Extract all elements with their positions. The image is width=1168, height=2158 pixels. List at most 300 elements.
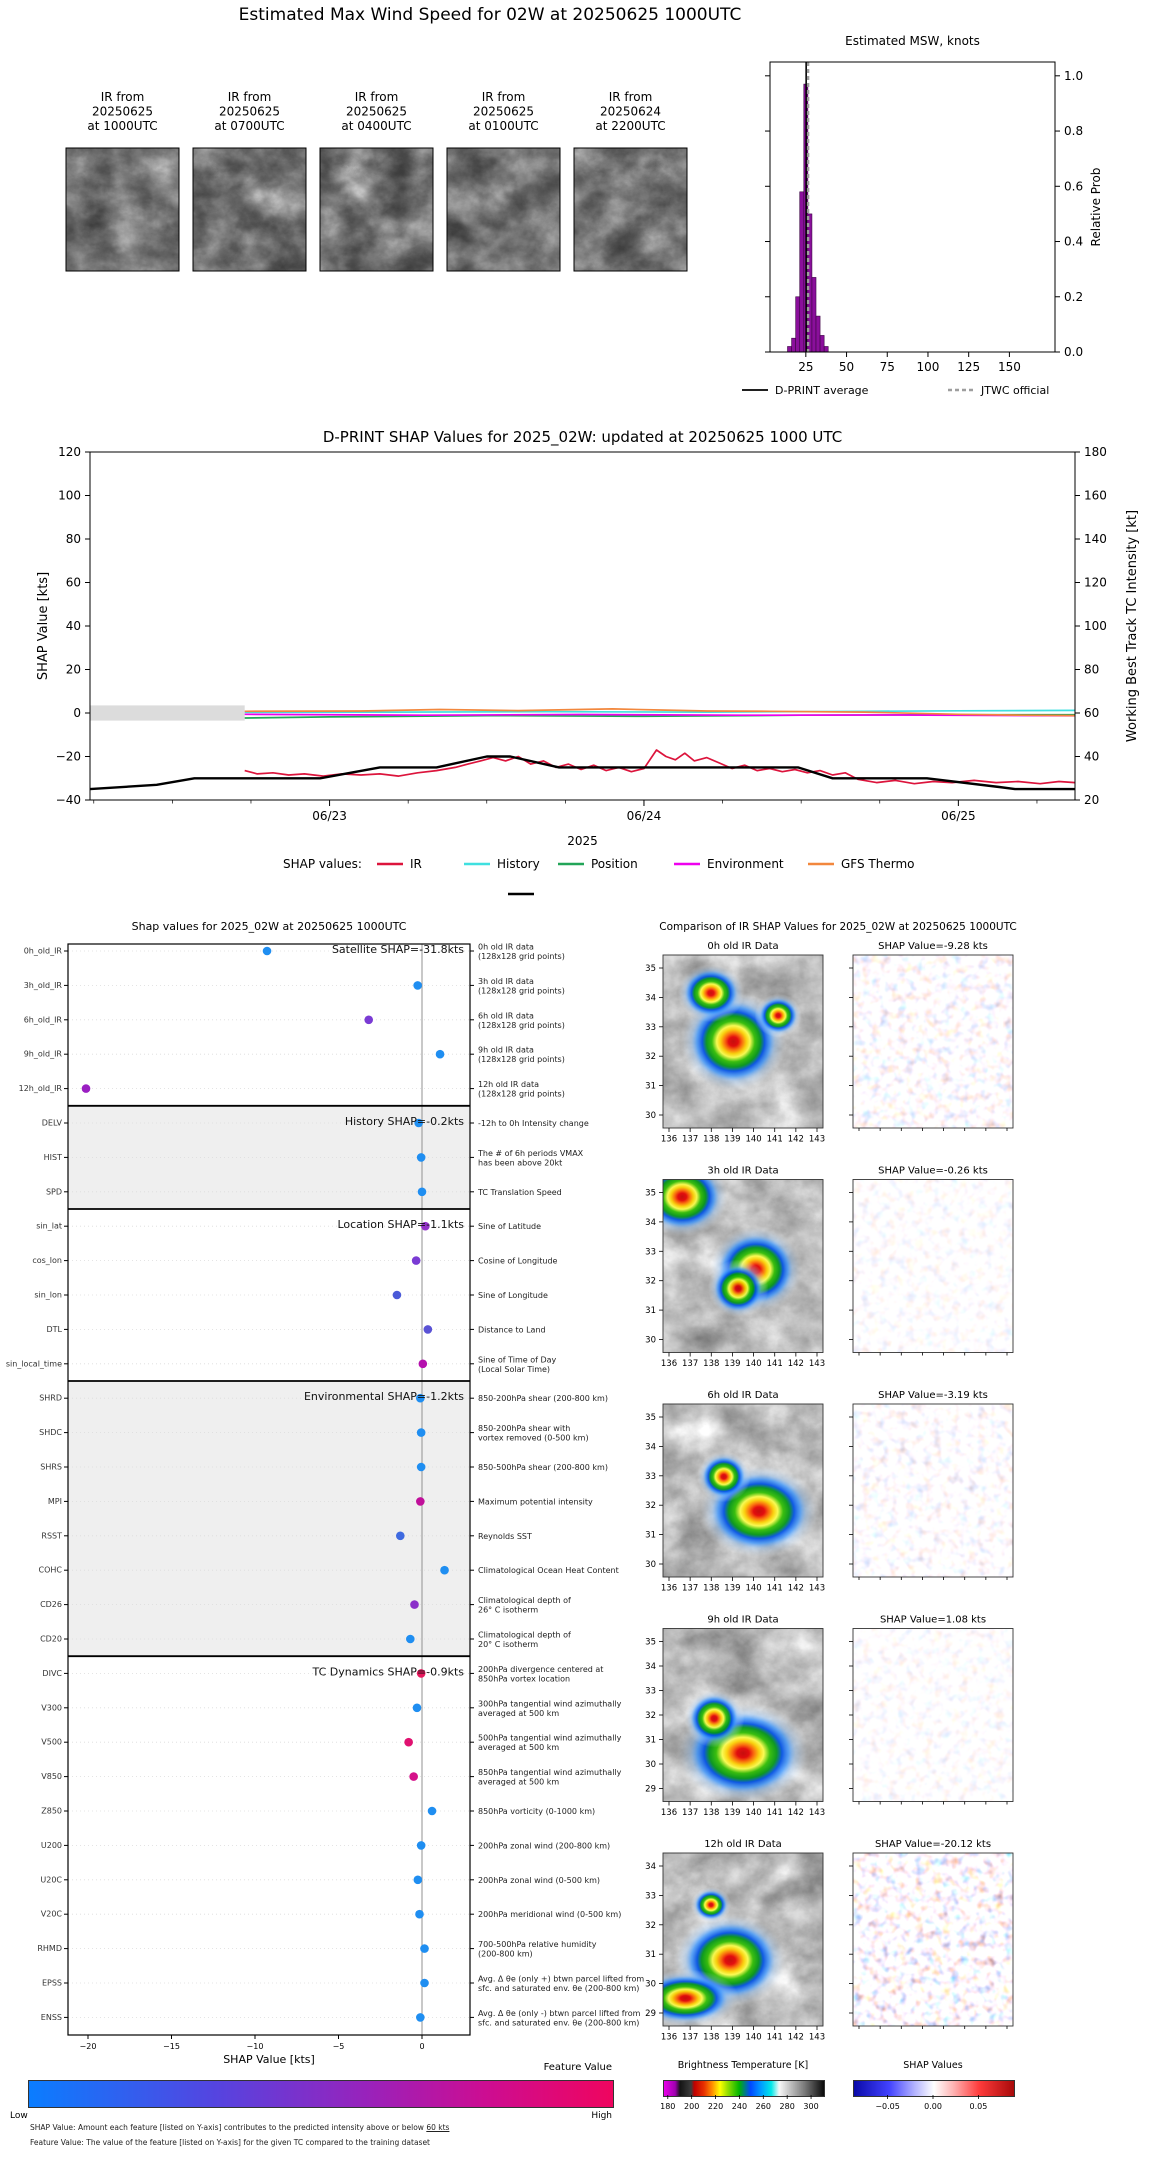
- tick-label: 0.6: [1064, 179, 1084, 194]
- shap-dot-cos_lon: [412, 1256, 421, 1265]
- feature-description: 26° C isotherm: [478, 1605, 539, 1615]
- feature-description: 850-200hPa shear (200-800 km): [478, 1394, 608, 1404]
- tick-label: 29: [645, 2009, 656, 2019]
- tick-label: 0.00: [924, 2102, 942, 2111]
- legend-jtwc-label: JTWC official: [981, 384, 1050, 397]
- ir-thumbnail-caption: IR from: [608, 90, 653, 104]
- legend-dprint-label: D-PRINT average: [775, 384, 869, 397]
- feature-label: 12h_old_IR: [18, 1084, 62, 1094]
- ir-thumbnail-caption: IR from: [354, 90, 399, 104]
- tick-label: 136: [660, 1359, 678, 1369]
- tick-label: 139: [724, 1808, 741, 1818]
- tick-label: −15: [163, 2042, 180, 2051]
- tick-label: 35: [645, 1188, 656, 1199]
- ir-thumbnail-caption: IR from: [227, 90, 272, 104]
- shap-dot-SHRS: [417, 1463, 426, 1472]
- tick-label: 138: [703, 1808, 720, 1818]
- tick-label: 35: [645, 1413, 656, 1423]
- shap-map-title: SHAP Value=1.08 kts: [879, 1614, 987, 1626]
- tick-label: 33: [645, 1471, 656, 1482]
- tick-label: 180: [1084, 445, 1107, 459]
- tick-label: 0.2: [1064, 289, 1084, 304]
- tick-label: 25: [798, 360, 814, 374]
- tick-label: 0.0: [1064, 345, 1084, 359]
- timeseries-ylabel-right: Working Best Track TC Intensity [kt]: [1125, 509, 1140, 743]
- tick-label: 32: [645, 1052, 656, 1063]
- ir-thumbnail-caption: IR from: [481, 90, 526, 104]
- tick-label: 33: [645, 1891, 656, 1902]
- legend-label: GFS Thermo: [841, 857, 915, 871]
- ir-thumbnail-caption: at 0100UTC: [468, 119, 539, 133]
- feature-description: 850hPa tangential wind azimuthally: [478, 1768, 622, 1778]
- tick-label: 180: [660, 2102, 676, 2111]
- feature-label: 0h_old_IR: [23, 946, 62, 956]
- shap-values-colorbar-title: SHAP Values: [903, 2060, 963, 2071]
- tick-label: 138: [703, 2032, 720, 2043]
- shap-dot-MPI: [416, 1497, 425, 1506]
- feature-label: RHMD: [37, 1944, 62, 1954]
- tick-label: 31: [645, 1306, 656, 1317]
- ir-thumbnail-caption: at 2200UTC: [595, 119, 666, 133]
- feature-description: (200-800 km): [478, 1949, 533, 1959]
- feature-label: ENSS: [40, 2012, 62, 2022]
- shap-dot-sin_local_time: [419, 1360, 428, 1369]
- feature-value-colorbar-title: Feature Value: [543, 2062, 612, 2073]
- tick-label: 34: [645, 1217, 656, 1228]
- shap-map-noise: [853, 1180, 1013, 1353]
- tick-label: −0.05: [875, 2102, 900, 2111]
- feature-description: has been above 20kt: [478, 1158, 563, 1168]
- tick-label: 138: [703, 1583, 720, 1594]
- feature-description: Avg. Δ θe (only -) btwn parcel lifted from: [478, 2008, 641, 2018]
- feature-label: DTL: [46, 1324, 62, 1334]
- tick-label: 31: [645, 1530, 656, 1541]
- feature-description: Avg. Δ θe (only +) btwn parcel lifted from: [478, 1974, 645, 1984]
- tick-label: 136: [660, 2032, 678, 2043]
- shap-dot-DTL: [424, 1325, 433, 1334]
- tick-label: 20: [65, 662, 81, 677]
- feature-description: Distance to Land: [478, 1325, 546, 1335]
- tick-label: 32: [645, 1711, 656, 1721]
- feature-label: V300: [41, 1703, 62, 1713]
- ir-thumbnail-clouds: [66, 148, 179, 271]
- shap-dot-SHDC: [417, 1428, 426, 1437]
- tick-label: 139: [724, 1134, 741, 1145]
- tick-label: 32: [645, 1276, 656, 1287]
- tick-label: 100: [916, 360, 940, 374]
- tick-label: 30: [645, 1979, 656, 1990]
- tick-label: 0: [419, 2042, 425, 2051]
- tick-label: 0.05: [969, 2102, 988, 2111]
- tick-label: 50: [838, 360, 855, 374]
- shap-map-noise: [853, 1853, 1013, 2026]
- baseline-band: [90, 705, 245, 720]
- tick-label: −40: [55, 793, 81, 807]
- tick-label: 29: [645, 1784, 656, 1795]
- tick-label: 137: [682, 2032, 699, 2043]
- section-header: Environmental SHAP=-1.2kts: [303, 1390, 464, 1404]
- legend-label: History: [497, 857, 540, 871]
- section-header: Satellite SHAP=-31.8kts: [331, 943, 464, 956]
- tick-label: 143: [808, 2032, 826, 2043]
- tick-label: 141: [766, 1583, 783, 1594]
- feature-description: 200hPa divergence centered at: [478, 1664, 604, 1674]
- shap-dot-RSST: [396, 1532, 405, 1541]
- tick-label: 80: [65, 532, 81, 546]
- tick-label: 30: [645, 1760, 656, 1770]
- tick-label: 60: [65, 575, 81, 590]
- tick-label: 136: [660, 1583, 678, 1594]
- feature-description: 9h old IR data: [478, 1045, 534, 1055]
- feature-description: (128x128 grid points): [478, 1089, 565, 1099]
- feature-description: (128x128 grid points): [478, 952, 565, 961]
- ir-map-title: 12h old IR Data: [704, 1839, 782, 1850]
- ir-map-title: 3h old IR Data: [707, 1165, 779, 1177]
- tick-label: 137: [682, 1808, 699, 1818]
- feature-description: Sine of Latitude: [478, 1222, 542, 1232]
- feature-description: 850hPa vortex location: [478, 1674, 571, 1684]
- feature-description: 850-500hPa shear (200-800 km): [478, 1463, 608, 1472]
- tick-label: 137: [682, 1359, 699, 1369]
- tick-label: 240: [731, 2102, 748, 2111]
- feature-label: 6h_old_IR: [23, 1015, 62, 1025]
- feature-label: DELV: [41, 1118, 62, 1128]
- tick-label: 60: [1084, 706, 1100, 720]
- tick-label: 33: [645, 1247, 656, 1258]
- ir-color-blob: [684, 1689, 744, 1747]
- shap-dot-COHC: [440, 1566, 449, 1575]
- shap-dot-0h_old_IR: [263, 947, 272, 956]
- ir-thumbnail-caption: 20250625: [472, 104, 535, 119]
- tick-label: 141: [766, 1359, 783, 1369]
- histogram-bar: [788, 346, 792, 352]
- tick-label: 06/24: [626, 809, 662, 823]
- ir-thumbnail-clouds: [193, 148, 306, 271]
- ir-color-blob: [677, 964, 744, 1022]
- section-header: History SHAP=-0.2kts: [344, 1115, 464, 1128]
- shap-value-footnote-underline: 60 kts: [426, 2123, 450, 2132]
- timeseries-legend-title: SHAP values:: [283, 857, 362, 871]
- shap-dot-SPD: [418, 1188, 427, 1197]
- tick-label: 138: [703, 1134, 720, 1145]
- feature-description: The # of 6h periods VMAX: [478, 1148, 584, 1158]
- feature-label: HIST: [43, 1152, 62, 1162]
- feature-description: (128x128 grid points): [478, 1055, 565, 1065]
- feature-description: sfc. and saturated env. θe (200-800 km): [478, 2018, 640, 2028]
- shap-map-noise: [853, 1629, 1013, 1802]
- shap-value-footnote-text: SHAP Value: Amount each feature [listed on Y-axis] contributes to the predicted intensity above or below: [30, 2123, 427, 2132]
- tick-label: −5: [332, 2042, 345, 2051]
- tick-label: 142: [787, 2032, 804, 2043]
- tick-label: 141: [766, 2032, 783, 2043]
- feature-description: 850-200hPa shear with: [478, 1424, 571, 1434]
- series-line-tc-intensity: [90, 757, 1075, 790]
- feature-description: Climatological depth of: [478, 1630, 571, 1640]
- tick-label: 160: [1084, 488, 1107, 503]
- tick-label: 33: [645, 1686, 656, 1697]
- feature-description: 300hPa tangential wind azimuthally: [478, 1699, 622, 1709]
- feature-description: Cosine of Longitude: [478, 1256, 558, 1266]
- shap-dot-sin_lon: [393, 1291, 402, 1300]
- tick-label: 20: [1084, 793, 1100, 807]
- tick-label: 143: [808, 1583, 826, 1594]
- legend-label: Position: [591, 857, 638, 871]
- tick-label: 35: [645, 964, 656, 974]
- shap-dot-U20C: [414, 1876, 423, 1885]
- feature-label: 9h_old_IR: [23, 1049, 62, 1059]
- feature-description: 850hPa vorticity (0-1000 km): [478, 1807, 596, 1816]
- feature-description: Reynolds SST: [478, 1531, 532, 1541]
- tick-label: 142: [787, 1134, 804, 1145]
- tick-label: 100: [1084, 619, 1107, 633]
- tick-label: 120: [58, 445, 81, 459]
- shap-dot-V300: [413, 1704, 422, 1713]
- feature-label: CD20: [40, 1634, 62, 1644]
- feature-description: 20° C isotherm: [478, 1640, 539, 1649]
- feature-description: averaged at 500 km: [478, 1777, 560, 1787]
- tick-label: 31: [645, 1735, 656, 1746]
- tick-label: 120: [1084, 575, 1107, 590]
- feature-label: 3h_old_IR: [23, 980, 62, 990]
- tick-label: 34: [645, 993, 656, 1004]
- feature-description: 500hPa tangential wind azimuthally: [478, 1733, 622, 1743]
- feature-description: 200hPa zonal wind (0-500 km): [478, 1875, 600, 1885]
- feature-label: cos_lon: [32, 1256, 62, 1266]
- feature-description: 3h old IR data: [478, 976, 534, 986]
- tick-label: 30: [645, 1335, 656, 1346]
- feature-label: V20C: [40, 1909, 62, 1919]
- shap-dot-V850: [409, 1772, 418, 1781]
- tick-label: 140: [745, 2032, 762, 2043]
- feature-label: MPI: [47, 1496, 62, 1506]
- shap-map-title: SHAP Value=-3.19 kts: [878, 1390, 988, 1401]
- timeseries-ylabel-left: SHAP Value [kts]: [36, 571, 51, 681]
- tick-label: 220: [707, 2102, 724, 2111]
- tick-label: 260: [755, 2102, 771, 2111]
- tick-label: 143: [808, 1359, 826, 1369]
- feature-label: sin_local_time: [5, 1359, 62, 1369]
- tick-label: 40: [65, 619, 81, 633]
- feature-description: averaged at 500 km: [478, 1743, 560, 1753]
- feature-label: sin_lon: [34, 1290, 62, 1300]
- ir-thumbnail-clouds: [320, 148, 433, 271]
- ir-thumbnail-caption: at 0700UTC: [214, 119, 285, 133]
- shap-map-title: SHAP Value=-20.12 kts: [874, 1839, 992, 1850]
- ir-thumbnail-clouds: [447, 148, 560, 271]
- tick-label: 31: [645, 1950, 656, 1961]
- ir-thumbnail-caption: 20250625: [345, 104, 408, 119]
- feature-description: (Local Solar Time): [478, 1364, 551, 1374]
- tick-label: −20: [79, 2042, 97, 2051]
- tick-label: 136: [660, 1134, 678, 1145]
- feature-label: EPSS: [41, 1978, 62, 1988]
- feature-value-low-label: Low: [10, 2111, 28, 2121]
- tick-label: 140: [745, 1808, 762, 1818]
- tick-label: 142: [787, 1359, 804, 1369]
- feature-label: U200: [40, 1840, 62, 1850]
- tick-label: 140: [745, 1134, 762, 1145]
- tick-label: 34: [645, 1442, 656, 1453]
- feature-description: 200hPa zonal wind (200-800 km): [478, 1841, 611, 1851]
- ir-map-title: 6h old IR Data: [707, 1390, 779, 1401]
- feature-value-high-label: High: [591, 2111, 612, 2121]
- brightness-temperature-colorbar-title: Brightness Temperature [K]: [677, 2060, 809, 2071]
- tick-label: −10: [246, 2042, 264, 2051]
- comparison-title: Comparison of IR SHAP Values for 2025_02W at 20250625 1000UTC: [659, 921, 1017, 933]
- histogram-bar: [816, 316, 820, 352]
- shap-map-noise: [853, 955, 1013, 1128]
- histogram-bar: [800, 192, 804, 352]
- tick-label: 06/25: [941, 809, 976, 823]
- tick-label: 06/23: [312, 809, 347, 823]
- tick-label: 35: [645, 1637, 656, 1648]
- tick-label: 30: [645, 1560, 656, 1570]
- shap-dot-ENSS: [416, 2013, 425, 2022]
- shap-map-noise: [853, 1404, 1013, 1577]
- legend-label: IR: [410, 857, 422, 871]
- feature-label: COHC: [38, 1565, 62, 1575]
- feature-description: (128x128 grid points): [478, 1020, 565, 1030]
- dotplot-xlabel: SHAP Value [kts]: [223, 2053, 315, 2066]
- feature-description: 6h old IR data: [478, 1011, 534, 1021]
- feature-description: Sine of Longitude: [478, 1291, 548, 1300]
- shap-dot-V500: [404, 1738, 413, 1747]
- tick-label: 140: [1084, 532, 1107, 546]
- feature-description: (128x128 grid points): [478, 986, 565, 996]
- feature-description: 200hPa meridional wind (0-500 km): [478, 1910, 622, 1920]
- feature-description: -12h to 0h Intensity change: [478, 1119, 589, 1128]
- legend-label: Environment: [707, 857, 784, 871]
- tick-label: 100: [58, 488, 81, 503]
- feature-description: vortex removed (0-500 km): [478, 1433, 589, 1443]
- tick-label: 0.4: [1064, 234, 1084, 249]
- shap-dot-CD26: [410, 1600, 419, 1609]
- tick-label: 136: [660, 1808, 678, 1818]
- shap-dot-U200: [417, 1841, 426, 1850]
- ir-map-title: 0h old IR Data: [707, 941, 779, 952]
- tick-label: 40: [1084, 749, 1100, 764]
- histogram-ylabel: Relative Prob: [1089, 167, 1103, 247]
- tick-label: 139: [724, 1359, 741, 1369]
- histogram-bar: [812, 277, 816, 352]
- tick-label: 125: [957, 360, 981, 374]
- feature-label: Z850: [41, 1806, 62, 1816]
- tick-label: 75: [879, 360, 895, 374]
- shap-dot-CD20: [406, 1635, 415, 1644]
- dotplot-section-bg: [68, 1381, 470, 1656]
- tick-label: 141: [766, 1808, 783, 1818]
- tick-label: 140: [745, 1359, 762, 1369]
- tick-label: 280: [779, 2102, 795, 2111]
- feature-description: sfc. and saturated env. θe (200-800 km): [478, 1984, 640, 1993]
- section-header: Location SHAP=-1.1kts: [337, 1218, 464, 1232]
- section-header: TC Dynamics SHAP=-0.9kts: [312, 1665, 464, 1679]
- page-title: Estimated Max Wind Speed for 02W at 20250625 1000UTC: [238, 5, 742, 25]
- feature-label: sin_lat: [36, 1221, 62, 1231]
- timeseries-xlabel: 2025: [567, 834, 598, 848]
- shap-dot-V20C: [415, 1910, 424, 1919]
- tick-label: 139: [724, 2032, 741, 2043]
- feature-description: Maximum potential intensity: [478, 1497, 593, 1507]
- ir-thumbnail-caption: 20250624: [599, 104, 662, 119]
- feature-label: V500: [41, 1737, 62, 1747]
- feature-label: V850: [41, 1772, 62, 1782]
- tick-label: 30: [645, 1111, 656, 1121]
- shap-dot-6h_old_IR: [364, 1016, 373, 1025]
- shap-dot-HIST: [417, 1153, 426, 1162]
- histogram-bar: [820, 335, 824, 352]
- tick-label: 80: [1084, 662, 1100, 677]
- feature-label: SHRD: [39, 1393, 62, 1403]
- shap-map-title: SHAP Value=-0.26 kts: [878, 1165, 988, 1177]
- feature-description: Climatological Ocean Heat Content: [478, 1566, 619, 1576]
- tick-label: 0: [73, 706, 81, 720]
- timeseries-frame: [90, 452, 1075, 800]
- feature-description: 12h old IR data: [478, 1080, 540, 1090]
- tick-label: 139: [724, 1583, 741, 1594]
- ir-color-blob: [755, 994, 802, 1038]
- ir-thumbnail-clouds: [574, 148, 687, 271]
- ir-thumbnail-caption: 20250625: [91, 104, 154, 119]
- shap-map-title: SHAP Value=-9.28 kts: [878, 941, 988, 952]
- tick-label: 142: [787, 1808, 804, 1818]
- tick-label: 1.0: [1064, 68, 1084, 83]
- timeseries-title: D-PRINT SHAP Values for 2025_02W: updated at 20250625 1000 UTC: [322, 428, 843, 446]
- tick-label: 143: [808, 1134, 826, 1145]
- feature-label: SPD: [45, 1187, 62, 1197]
- histogram-title: Estimated MSW, knots: [845, 34, 980, 48]
- feature-label: DIVC: [42, 1668, 62, 1678]
- tick-label: 150: [997, 360, 1021, 374]
- ir-color-blob: [697, 1451, 751, 1502]
- tick-label: 32: [645, 1920, 656, 1931]
- feature-description: 700-500hPa relative humidity: [478, 1940, 597, 1950]
- tick-label: 31: [645, 1081, 656, 1092]
- shap-dot-3h_old_IR: [413, 981, 422, 990]
- shap-dot-RHMD: [420, 1944, 429, 1953]
- histogram-bar: [824, 346, 828, 352]
- tick-label: 0.8: [1064, 124, 1084, 139]
- histogram-bar: [792, 338, 796, 352]
- histogram-bar: [796, 297, 800, 352]
- feature-description: TC Translation Speed: [478, 1187, 562, 1197]
- feature-label: RSST: [41, 1531, 62, 1541]
- feature-description: Climatological depth of: [478, 1596, 571, 1606]
- ir-thumbnail-caption: at 1000UTC: [87, 119, 158, 133]
- tick-label: −20: [55, 749, 81, 764]
- feature-description: 0h old IR data: [478, 942, 534, 952]
- tick-label: 143: [808, 1808, 826, 1818]
- tick-label: 34: [645, 1662, 656, 1672]
- feature-description: averaged at 500 km: [478, 1708, 560, 1718]
- tick-label: 137: [682, 1583, 699, 1594]
- tick-label: 33: [645, 1022, 656, 1033]
- tick-label: 142: [787, 1583, 804, 1594]
- ir-color-blob: [691, 1887, 731, 1923]
- feature-label: U20C: [40, 1875, 62, 1885]
- shap-dot-12h_old_IR: [82, 1084, 91, 1093]
- tick-label: 34: [645, 1862, 656, 1872]
- ir-thumbnail-caption: at 0400UTC: [341, 119, 412, 133]
- tick-label: 137: [682, 1134, 699, 1145]
- feature-label: SHRS: [40, 1462, 62, 1472]
- ir-map-title: 9h old IR Data: [707, 1614, 779, 1626]
- feature-description: Sine of Time of Day: [478, 1355, 557, 1365]
- ir-color-blob: [708, 1259, 768, 1317]
- tick-label: 32: [645, 1501, 656, 1512]
- shap-dot-9h_old_IR: [436, 1050, 445, 1059]
- shap-dot-EPSS: [420, 1979, 429, 1988]
